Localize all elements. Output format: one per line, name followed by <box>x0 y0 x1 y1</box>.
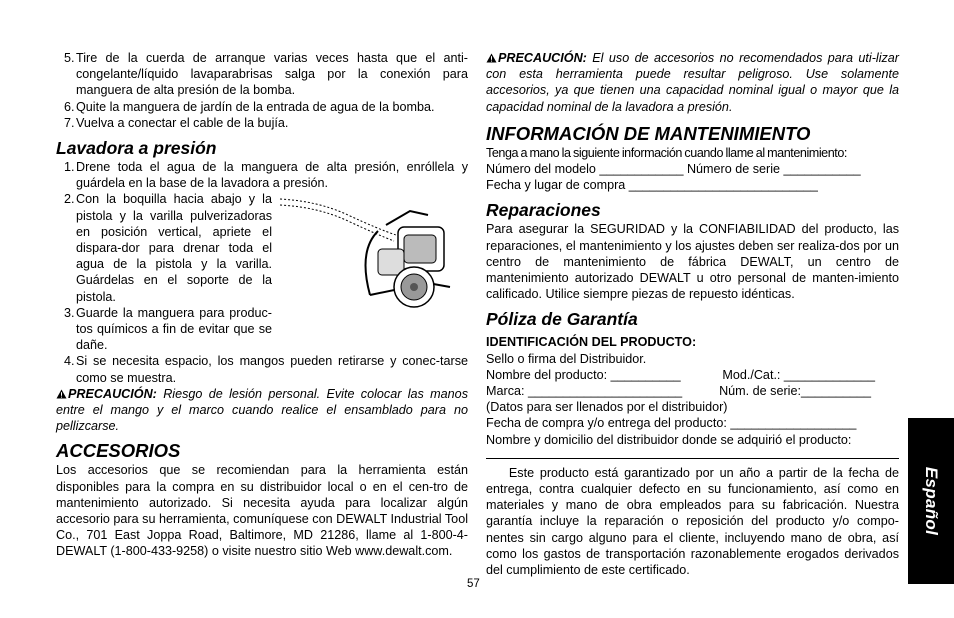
modelo-serie-line: Número del modelo ____________ Número de serie ___________ <box>486 162 861 177</box>
fecha-compra-line: Fecha de compra y/o entrega del producto: __________________ <box>486 416 857 431</box>
step-text: Tire de la cuerda de arranque varias veces hasta que el anti-congelante/líquido lavaparabrisas salga por la conexión para manguera de alta presión de la bomba. <box>76 51 468 98</box>
reparaciones-heading: Reparaciones <box>486 200 601 221</box>
step-text: Con la boquilla hacia abajo y la pistola y la varilla pulverizadoras en posición vertical, apriete el dispara-dor para drenar toda el agua de la pistola y la varilla. Guárdelas en el soporte de la pistola. <box>76 192 272 304</box>
page-number: 57 <box>467 578 480 590</box>
caution-note <box>486 50 899 115</box>
marca-field: Marca: ______________________ <box>486 384 683 399</box>
mod-cat-field: Mod./Cat.: _____________ <box>722 367 875 382</box>
pressure-washer-illustration <box>278 191 468 311</box>
mantenimiento-intro: Tenga a mano la siguiente información cuando llame al mantenimiento: <box>486 145 847 160</box>
warning-triangle-icon <box>56 389 67 399</box>
language-tab-label: Español <box>922 466 941 536</box>
warning-triangle-icon <box>486 53 497 63</box>
producto-row <box>486 367 899 383</box>
step-text: Vuelva a conectar el cable de la bujía. <box>76 115 289 130</box>
list-item <box>56 50 468 99</box>
mantenimiento-heading: INFORMACIÓN DE MANTENIMIENTO <box>486 122 811 144</box>
caution-text: El uso de accesorios no recomendados para uti-lizar con esta herramienta puede resultar peligroso. Use solamente accesorios, ya que tienen una capacidad nominal igual o mayor que la capacidad nominal de la lavadora a presión. <box>486 51 899 114</box>
accesorios-text: Los accesorios que se recomiendan para la herramienta están disponibles para la compra en su distribuidor local o en el cen-tro de mantenimiento autorizado. Si necesita ayuda para localizar algún accesorio para su herramienta, comuníquese con DEWALT Industrial Tool Co., 701 East Joppa Road, Baltimore, MD 21286, llame al 1-800-4-DEWALT (1-800-433-9258) o visite nuestro sitio Web www.dewalt.com. <box>56 463 468 559</box>
caution-label: PRECAUCIÓN: <box>68 386 157 401</box>
list-item <box>56 191 272 304</box>
list-item <box>56 159 468 191</box>
num-serie-field: Núm. de serie:__________ <box>719 384 871 399</box>
identificacion-heading: IDENTIFICACIÓN DEL PRODUCTO: <box>486 335 697 350</box>
list-item <box>56 99 468 115</box>
accesorios-heading: ACCESORIOS <box>56 440 181 462</box>
blank-line <box>486 458 899 459</box>
list-item <box>56 115 468 131</box>
step-text: Drene toda el agua de la manguera de alta presión, enróllela y guárdela en la base de la lavadora a presión. <box>76 160 468 191</box>
step-number: 3. <box>64 305 75 320</box>
step-number: 2. <box>64 192 75 207</box>
datos-note: (Datos para ser llenados por el distribuidor) <box>486 400 728 415</box>
step-number: 7. <box>64 115 75 130</box>
step-text: Quite la manguera de jardín de la entrada de agua de la bomba. <box>76 99 435 114</box>
marca-row <box>486 383 899 399</box>
sello-line: Sello o firma del Distribuidor. <box>486 351 647 366</box>
lavadora-heading: Lavadora a presión <box>56 138 217 159</box>
step-number: 1. <box>64 160 75 175</box>
list-item <box>56 305 272 354</box>
step-text: Si se necesita espacio, los mangos pueden retirarse y conec-tarse como se muestra. <box>76 354 468 385</box>
step-number: 5. <box>64 51 75 65</box>
nombre-domicilio-line: Nombre y domicilio del distribuidor donde se adquirió el producto: <box>486 432 852 447</box>
poliza-heading: Póliza de Garantía <box>486 309 638 330</box>
step-number: 4. <box>64 354 75 369</box>
left-column <box>56 50 468 560</box>
caution-label: PRECAUCIÓN: <box>498 51 587 65</box>
step-text: Guarde la manguera para produc-tos químicos a fin de evitar que se dañe. <box>76 305 272 353</box>
illustration-block <box>56 191 468 353</box>
right-column <box>486 50 899 578</box>
garantia-text <box>486 465 899 578</box>
garantia-body: Este producto está garantizado por un año a partir de la fecha de entrega, contra cualquier defecto en su funcionamiento, así como en materiales y mano de obra empleados para su fabricación. Nuestra garantía incluye la reparación o reposición del producto y/o compo-nentes sin cargo alguno para el cliente, incluyendo mano de obra, así como los gastos de transportación razonablemente erogados derivados del cumplimiento de este certificado. <box>486 465 899 578</box>
language-tab <box>908 418 954 584</box>
caution-text: Riesgo de lesión personal. Evite colocar las manos entre el mango y el marco cuando realice el ensamblado para no pellizcarse. <box>56 386 468 434</box>
nombre-producto-field: Nombre del producto: __________ <box>486 367 681 382</box>
step-number: 6. <box>64 99 75 114</box>
caution-note <box>56 386 468 435</box>
fecha-lugar-line: Fecha y lugar de compra ___________________________ <box>486 178 818 193</box>
list-item <box>56 353 468 385</box>
reparaciones-text: Para asegurar la SEGURIDAD y la CONFIABILIDAD del producto, las reparaciones, el mantenimiento y los ajustes deben ser realiza-dos por un centro de mantenimiento de fábrica DEWALT, un centro de mantenimiento autorizado DEWALT u otro personal de manten-imiento calificado. Utilice siempre piezas de repuesto idénticas. <box>486 222 899 302</box>
